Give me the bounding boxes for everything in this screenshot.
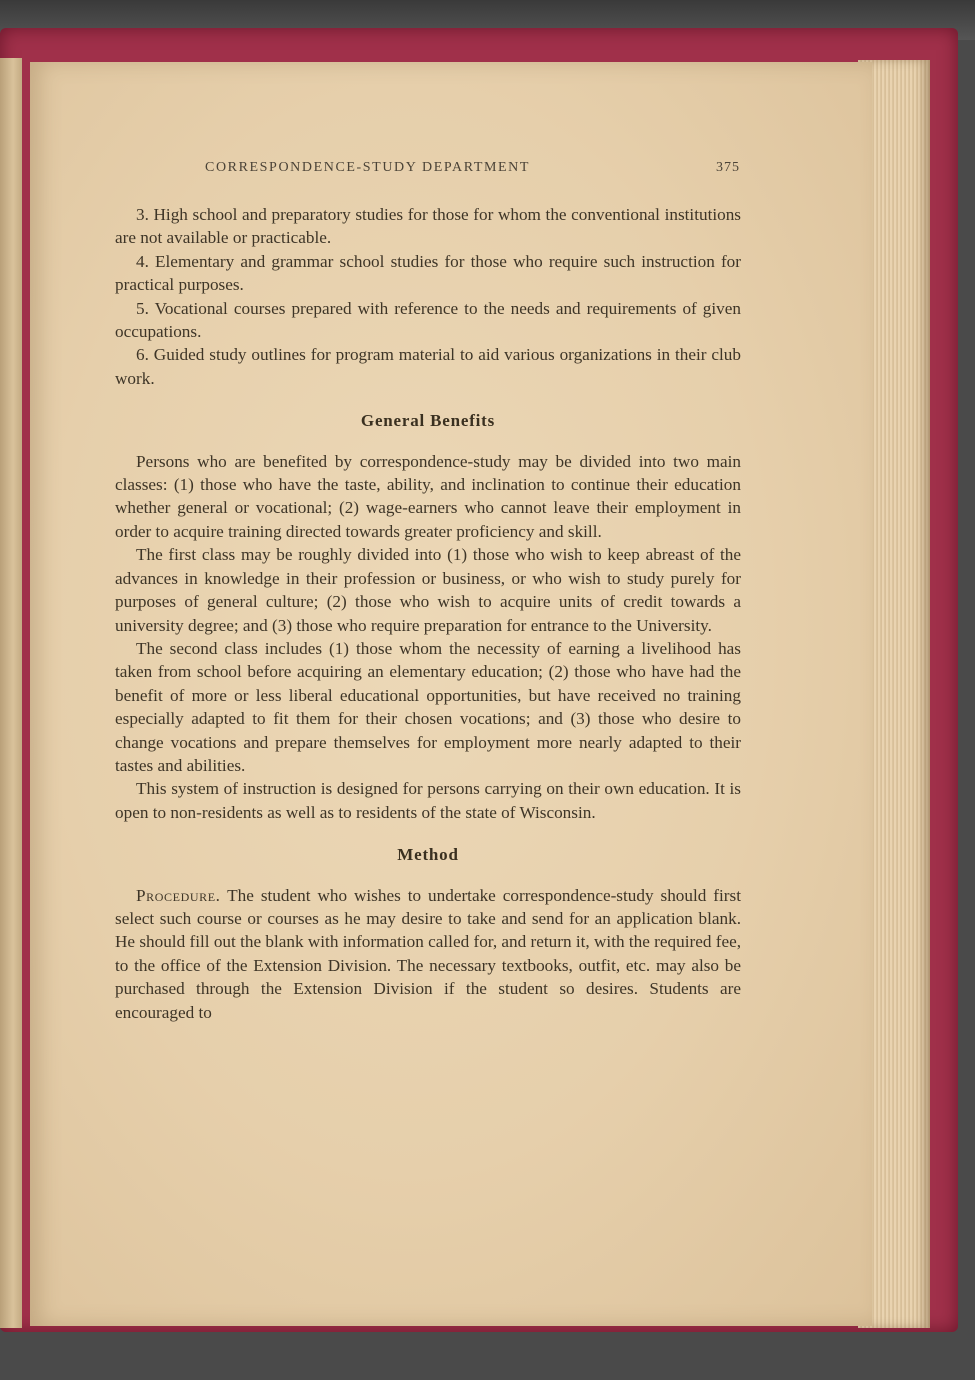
facing-page-edge: [0, 58, 22, 1328]
paragraph: The second class includes (1) those whom the necessity of earning a livelihood has taken from school before acquiring an elementary education; (2) those who have had the benefit of more or less liberal educational opportunities, but have received no training especially adapted to fit them for their chosen vocations; and (3) those who desire to change vocations and prepare themselves for employment more nearly adapted to their tastes and abilities.: [115, 638, 741, 775]
list-item: 4. Elementary and grammar school studies for those who require such instruction for practical purposes.: [115, 251, 741, 295]
page-text: [115, 203, 741, 1024]
list-item: 3. High school and preparatory studies for those for whom the conventional institutions are not available or practicable.: [115, 205, 741, 248]
procedure-text: The student who wishes to undertake correspondence-study should first select such course or courses as he may desire to take and send for an application blank. He should fill out the blank with information called for, and return it, with the required fee, to the office of the Extension Division. The necessary textbooks, outfit, etc. may also be purchased through the Extension Division if the student so desires. Students are encouraged to: [115, 885, 742, 1022]
paragraph: This system of instruction is designed for persons carrying on their own education. It is open to non-residents as well as to residents of the state of Wisconsin.: [115, 779, 741, 822]
section-heading-method: Method: [397, 845, 459, 865]
list-item: 6. Guided study outlines for program material to aid various organizations in their club work.: [115, 345, 741, 388]
running-title: CORRESPONDENCE-STUDY DEPARTMENT: [205, 160, 531, 175]
paragraph-procedure: [115, 884, 741, 1024]
paragraph: Persons who are benefited by correspondence-study may be divided into two main classes: (1) those who have the taste, ability, and inclination to continue their education whether general or vocational; (2) wage-earners who cannot leave their employment in order to acquire training directed towards greater proficiency and skill.: [115, 451, 741, 541]
running-head: [205, 160, 740, 180]
paragraph: The first class may be roughly divided into (1) those who wish to keep abreast of the advances in knowledge in their profession or business, or who wish to study purely for purposes of general culture; (2) those who wish to acquire units of credit towards a university degree; and (3) those who require preparation for entrance to the University.: [115, 545, 741, 635]
list-item: 5. Vocational courses prepared with reference to the needs and requirements of given occupations.: [115, 298, 741, 342]
section-heading-general-benefits: General Benefits: [360, 411, 496, 431]
page-number: 375: [716, 160, 740, 175]
procedure-lead: Procedure.: [136, 885, 221, 905]
